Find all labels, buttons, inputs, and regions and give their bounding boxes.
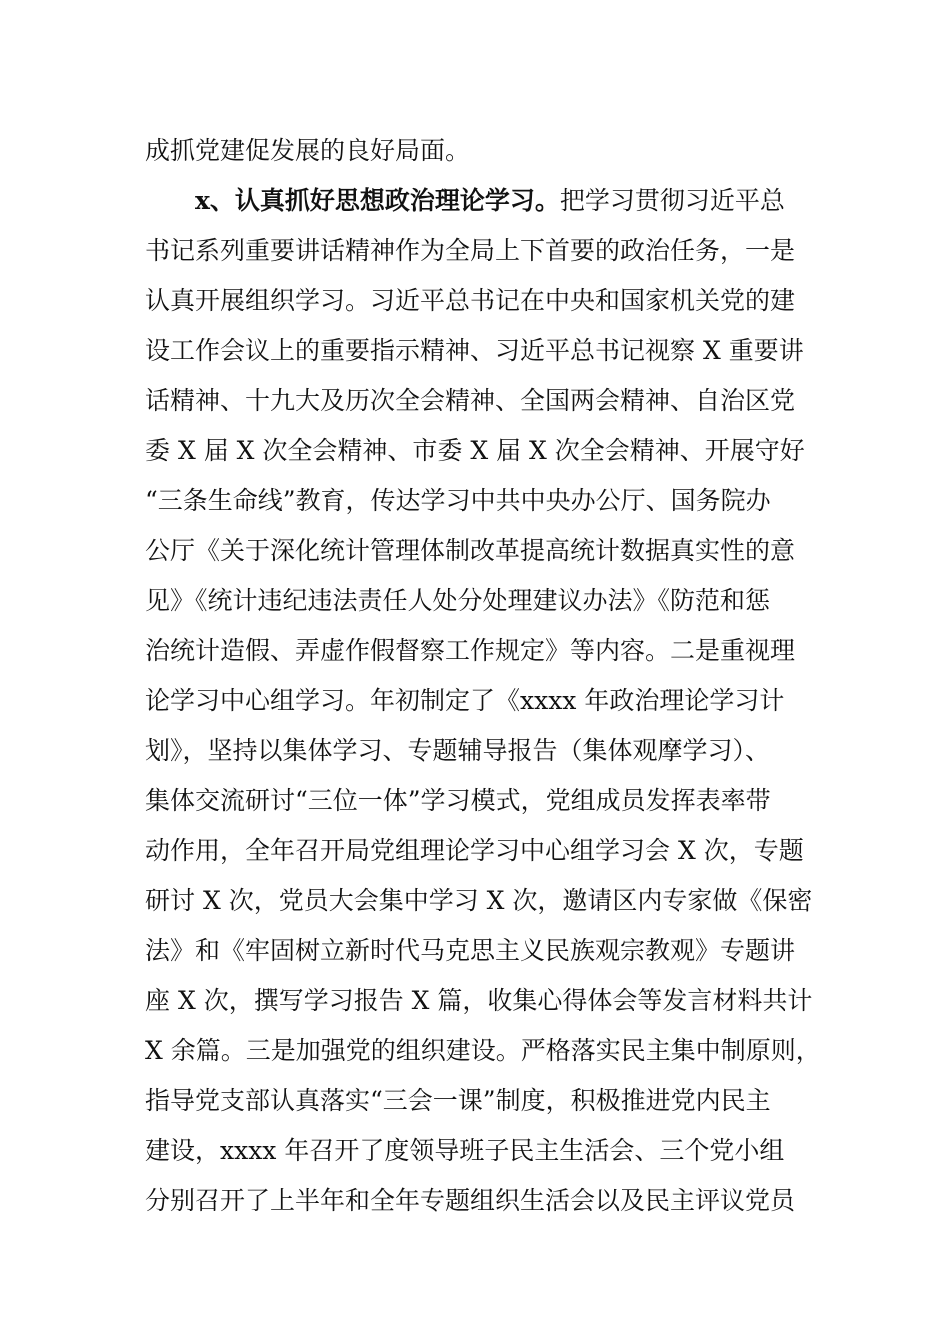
paragraph-line-18: 座 X 次，撰写学习报告 X 篇，收集心得体会等发言材料共计 — [145, 986, 813, 1015]
paragraph-line-9: 公厅《关于深化统计管理体制改革提高统计数据真实性的意 — [145, 536, 796, 565]
heading-continuation: 把学习贯彻习近平总 — [559, 186, 785, 215]
paragraph-line-16: 研讨 X 次，党员大会集中学习 X 次，邀请区内专家做《保密 — [145, 886, 813, 915]
paragraph-line-11: 治统计造假、弄虚作假督察工作规定》等内容。二是重视理 — [145, 636, 796, 665]
paragraph-line-14: 集体交流研讨“三位一体”学习模式，党组成员发挥表率带 — [145, 786, 771, 815]
paragraph-line-12: 论学习中心组学习。年初制定了《xxxx 年政治理论学习计 — [145, 686, 785, 715]
section-heading: x、认真抓好思想政治理论学习。 — [195, 186, 560, 215]
paragraph-line-22: 分别召开了上半年和全年专题组织生活会以及民主评议党员 — [145, 1186, 796, 1215]
paragraph-line-6: 话精神、十九大及历次全会精神、全国两会精神、自治区党 — [145, 386, 796, 415]
paragraph-line-8: “三条生命线”教育，传达学习中共中央办公厅、国务院办 — [145, 486, 771, 515]
paragraph-line-4: 认真开展组织学习。习近平总书记在中央和国家机关党的建 — [145, 286, 796, 315]
paragraph-line-5: 设工作会议上的重要指示精神、习近平总书记视察 X 重要讲 — [145, 336, 804, 365]
paragraph-line-21: 建设，xxxx 年召开了度领导班子民主生活会、三个党小组 — [145, 1136, 785, 1165]
paragraph-line-15: 动作用，全年召开局党组理论学习中心组学习会 X 次，专题 — [145, 836, 804, 865]
paragraph-line-2 — [195, 176, 825, 226]
paragraph-line-7: 委 X 届 X 次全会精神、市委 X 届 X 次全会精神、开展守好 — [145, 436, 805, 465]
paragraph-line-17: 法》和《牢固树立新时代马克思主义民族观宗教观》专题讲 — [145, 936, 796, 965]
paragraph-line-20: 指导党支部认真落实“三会一课”制度，积极推进党内民主 — [145, 1086, 771, 1115]
paragraph-line-13: 划》，坚持以集体学习、专题辅导报告（集体观摩学习）、 — [145, 736, 771, 765]
paragraph-line-19: X 余篇。三是加强党的组织建设。严格落实民主集中制原则， — [145, 1036, 821, 1065]
paragraph-line-3: 书记系列重要讲话精神作为全局上下首要的政治任务，一是 — [145, 236, 796, 265]
paragraph-line-10: 见》《统计违纪违法责任人处分处理建议办法》《防范和惩 — [145, 586, 771, 615]
paragraph-line-1: 成抓党建促发展的良好局面。 — [145, 136, 471, 165]
